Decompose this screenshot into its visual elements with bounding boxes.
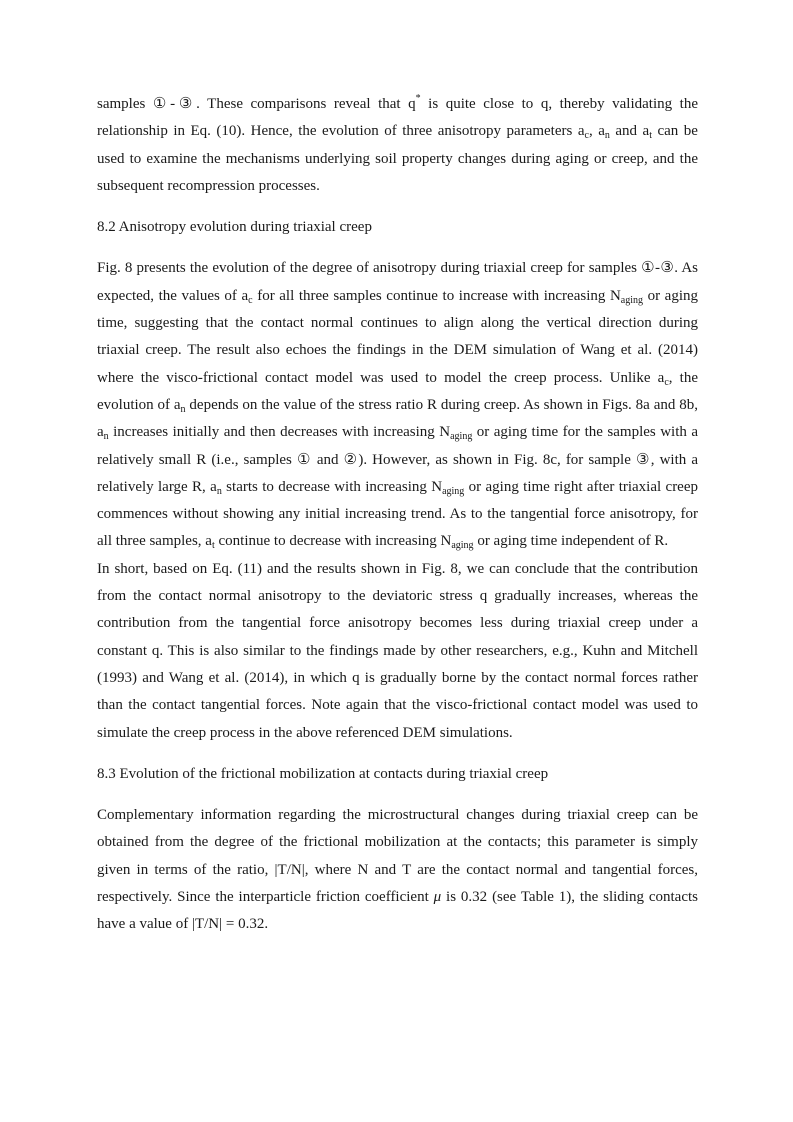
superscript: * <box>415 93 421 104</box>
text: Fig. 8 presents the evolution of the degree of anisotropy during triaxial creep for samples ①-③. As expected, the values of a <box>97 260 698 304</box>
subscript: n <box>604 130 610 142</box>
text: or aging time independent of R. <box>473 533 669 550</box>
text: samples ①-③. These comparisons reveal that q <box>97 96 416 112</box>
subscript: t <box>649 130 652 142</box>
text: for all three samples continue to increase with increasing N <box>252 287 621 304</box>
text: , a <box>588 123 605 140</box>
text: is 0.32 (see Table 1), the sliding contacts have a value of |T/N| = 0.32. <box>97 889 698 933</box>
mu-symbol: μ <box>433 889 442 906</box>
text: or aging time, suggesting that the contact normal continues to align along the vertical direction during triaxial creep. The result also echoes the findings in the DEM simulation of Wang et al. (2014) where the visco-frictional contact model was used to model the creep process. Unlike a <box>97 287 698 386</box>
section-heading-8-3: 8.3 Evolution of the frictional mobilization at contacts during triaxial creep <box>97 765 549 782</box>
section-heading-8-2: 8.2 Anisotropy evolution during triaxial creep <box>97 219 372 236</box>
subscript: aging <box>450 431 473 443</box>
subscript: c <box>664 376 669 388</box>
text: , the evolution of a <box>97 369 698 413</box>
subscript: aging <box>620 294 644 306</box>
paragraph-anisotropy-evolution <box>97 255 698 555</box>
text: is quite close to q, thereby validating the relationship in Eq. (10). Hence, the evolution of three anisotropy parameters a <box>97 96 698 140</box>
text: increases initially and then decreases with increasing N <box>108 424 451 441</box>
text: and a <box>609 123 650 140</box>
subscript: c <box>248 294 253 306</box>
paragraph-frictional-mobilization <box>97 802 698 938</box>
paragraph-anisotropy-summary <box>97 91 698 200</box>
text: continue to decrease with increasing N <box>214 533 452 550</box>
subscript: aging <box>442 485 465 497</box>
text: starts to decrease with increasing N <box>221 478 443 495</box>
subscript: n <box>180 403 186 415</box>
subscript: aging <box>451 540 474 552</box>
subscript: c <box>584 130 589 142</box>
text: can be used to examine the mechanisms underlying soil property changes during aging or creep, and the subsequent recompression processes. <box>97 123 698 194</box>
text: or aging time right after triaxial creep commences without showing any initial increasing trend. As to the tangential force anisotropy, for all three samples, a <box>97 478 699 550</box>
text: Complementary information regarding the microstructural changes during triaxial creep can be obtained from the degree of the frictional mobilization at the contacts; this parameter is simply given in terms of the ratio, |T/N|, where N and T are the contact normal and tangential forces, respectively. Since the interparticle friction coefficient <box>97 807 698 906</box>
text: or aging time for the samples with a relatively small R (i.e., samples ① and ②). However, as shown in Fig. 8c, for sample ③, with a relatively large R, a <box>97 424 698 495</box>
page-body <box>97 91 698 939</box>
paragraph-conclusion: In short, based on Eq. (11) and the results shown in Fig. 8, we can conclude that the contribution from the contact normal anisotropy to the deviatoric stress q gradually increases, whereas the contribution from the tangential force anisotropy becomes less during triaxial creep under a constant q. This is also similar to the findings made by other researchers, e.g., Kuhn and Mitchell (1993) and Wang et al. (2014), in which q is gradually borne by the contact normal forces rather than the contact tangential forces. Note again that the visco-frictional contact model was used to simulate the creep process in the above referenced DEM simulations. <box>97 560 698 741</box>
text: depends on the value of the stress ratio R during creep. As shown in Figs. 8a and 8b, a <box>97 396 698 441</box>
subscript: n <box>103 431 109 443</box>
subscript: n <box>216 485 222 497</box>
subscript: t <box>211 540 215 552</box>
